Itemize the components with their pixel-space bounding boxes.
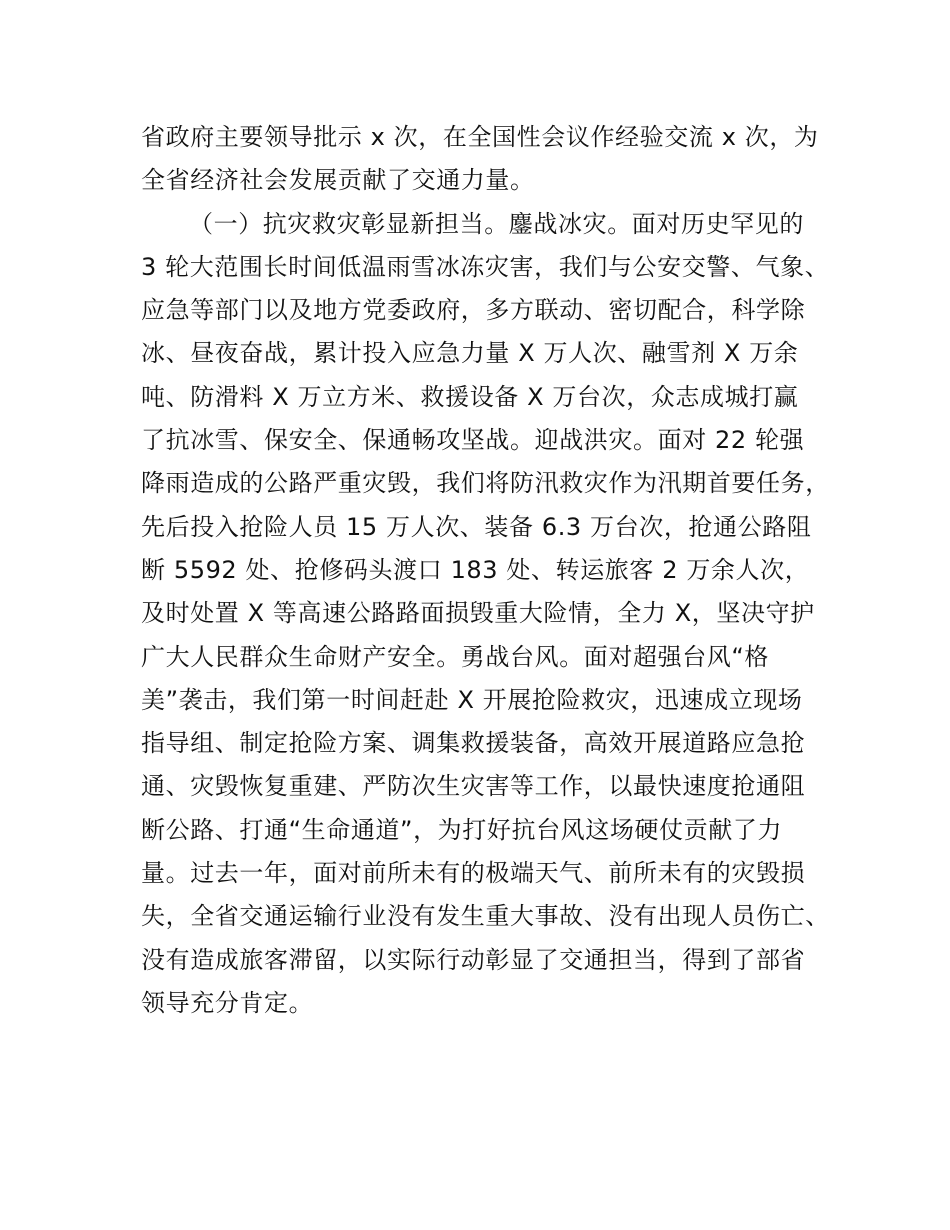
text-line: 量。过去一年，面对前所未有的极端天气、前所未有的灾毁损 bbox=[141, 859, 806, 888]
text-line: 广大人民群众生命财产安全。勇战台风。面对超强台风“格 bbox=[141, 642, 770, 671]
body-text bbox=[141, 116, 831, 1025]
text-line: 先后投入抢险人员 15 万人次、装备 6.3 万台次，抢通公路阻 bbox=[141, 512, 812, 541]
section-heading-line: （一）抗灾救灾彰显新担当。鏖战冰灾。面对历史罕见的 bbox=[189, 209, 804, 238]
text-line: 美”袭击，我们第一时间赶赴 X 开展抢险救灾，迅速成立现场 bbox=[141, 685, 803, 714]
text-line: 降雨造成的公路严重灾毁，我们将防汛救灾作为汛期首要任务， bbox=[141, 469, 830, 498]
text-line: 没有造成旅客滞留，以实际行动彰显了交通担当，得到了部省 bbox=[141, 945, 806, 974]
text-line: 了抗冰雪、保安全、保通畅攻坚战。迎战洪灾。面对 22 轮强 bbox=[141, 426, 805, 455]
text-line: 省政府主要领导批示 x 次，在全国性会议作经验交流 x 次，为 bbox=[141, 123, 819, 151]
text-line: 吨、防滑料 X 万立方米、救援设备 X 万台次，众志成城打赢 bbox=[141, 382, 799, 411]
text-line: 指导组、制定抢险方案、调集救援装备，高效开展道路应急抢 bbox=[141, 729, 806, 758]
text-line: 3 轮大范围长时间低温雨雪冰冻灾害，我们与公安交警、气象、 bbox=[141, 252, 830, 281]
text-line: 应急等部门以及地方党委政府，多方联动、密切配合，科学除 bbox=[141, 296, 806, 325]
text-line: 全省经济社会发展贡献了交通力量。 bbox=[141, 166, 535, 195]
text-line: 断公路、打通“生命通道”，为打好抗台风这场硬仗贡献了力 bbox=[141, 815, 783, 844]
text-line: 通、灾毁恢复重建、严防次生灾害等工作，以最快速度抢通阻 bbox=[141, 772, 806, 801]
text-line: 及时处置 X 等高速公路路面损毁重大险情，全力 X，坚决守护 bbox=[141, 599, 815, 628]
text-line: 失，全省交通运输行业没有发生重大事故、没有出现人员伤亡、 bbox=[141, 902, 830, 931]
text-line: 断 5592 处、抢修码头渡口 183 处、转运旅客 2 万余人次， bbox=[141, 555, 810, 584]
text-line: 领导充分肯定。 bbox=[141, 988, 314, 1017]
text-line: 冰、昼夜奋战，累计投入应急力量 X 万人次、融雪剂 X 万余 bbox=[141, 339, 799, 368]
